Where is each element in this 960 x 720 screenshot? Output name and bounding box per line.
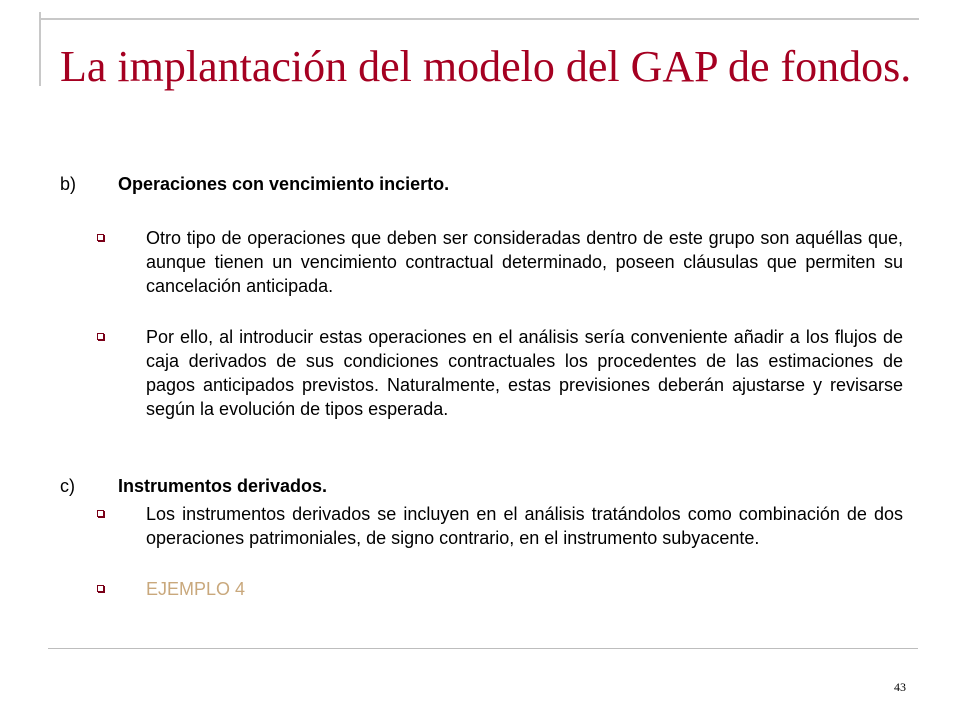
bullet-text: Otro tipo de operaciones que deben ser consideradas dentro de este grupo son aquéllas que, aunque tienen un vencimiento contractual determinado, poseen cláusulas que permiten su cancelación anticipada. — [146, 228, 903, 296]
example-4-link[interactable]: EJEMPLO 4 — [146, 579, 246, 599]
bullet-text: Los instrumentos derivados se incluyen en el análisis tratándolos como combinación de dos operaciones patrimoniales, de signo contrario, en el instrumento subyacente. — [146, 504, 903, 548]
square-bullet-icon — [97, 585, 104, 592]
square-bullet-icon — [97, 510, 104, 517]
section-b-title: Operaciones con vencimiento incierto. — [118, 174, 450, 194]
decorative-top-rule — [39, 18, 919, 20]
square-bullet-icon — [97, 333, 104, 340]
section-b-heading — [60, 172, 449, 196]
bullet-text: Por ello, al introducir estas operaciones en el análisis sería conveniente añadir a los flujos de caja derivados de sus condiciones contractuales los procedentes de las estimaciones de pagos anticipados previstos. Naturalmente, estas previsiones deberán ajustarse y revisarse según la evolución de tipos esperada. — [146, 327, 903, 419]
section-c-label: c) — [60, 476, 75, 496]
list-item — [97, 502, 903, 550]
section-c-title: Instrumentos derivados. — [118, 476, 328, 496]
page-number: 43 — [894, 680, 906, 694]
decorative-vertical-rule — [39, 12, 41, 86]
list-item — [97, 325, 903, 421]
section-c-heading — [60, 474, 327, 498]
slide-title: La implantación del modelo del GAP de fondos. — [60, 42, 912, 91]
square-bullet-icon — [97, 234, 104, 241]
footer-divider — [48, 648, 918, 649]
section-b-label: b) — [60, 174, 77, 194]
list-item — [97, 226, 903, 298]
list-item-link[interactable] — [97, 577, 903, 601]
